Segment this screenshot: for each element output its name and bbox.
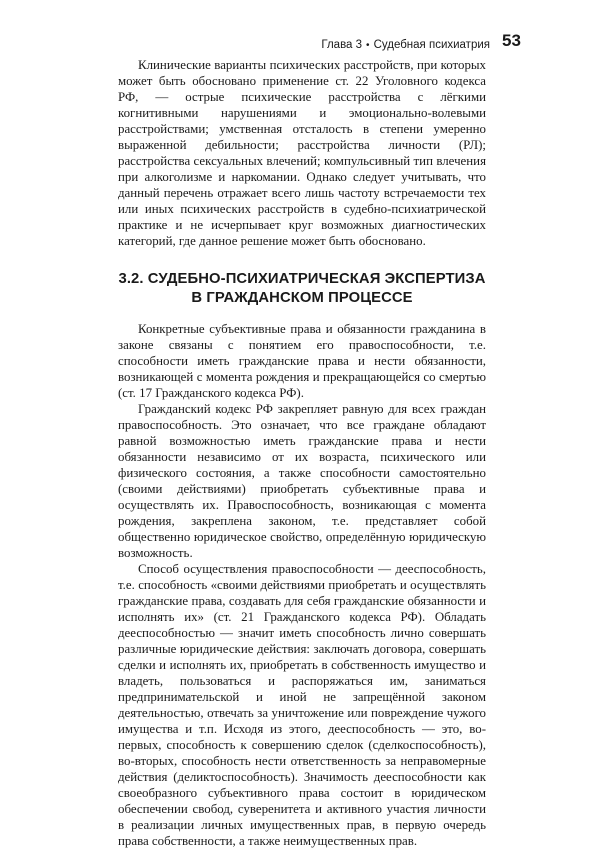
running-header xyxy=(0,36,490,54)
paragraph: Конкретные субъективные права и обязанности гражданина в законе связаны с понятием его правоспособности, т.е. способности иметь гражданские права и нести обязанности, возникающей с момента рождения и прекращающейся со смертью (ст. 17 Гражданского кодекса РФ). xyxy=(118,322,486,400)
section-heading-line-2: В ГРАЖДАНСКОМ ПРОЦЕССЕ xyxy=(191,290,413,306)
section-heading xyxy=(118,270,486,308)
page-number: 53 xyxy=(502,31,521,50)
section-heading-line-1: 3.2. СУДЕБНО-ПСИХИАТРИЧЕСКАЯ ЭКСПЕРТИЗА xyxy=(118,271,486,287)
body-text xyxy=(118,57,486,849)
bullet-separator: • xyxy=(366,39,370,51)
chapter-label: Глава 3 xyxy=(321,39,363,51)
chapter-title: Судебная психиатрия xyxy=(373,39,490,51)
paragraph: Гражданский кодекс РФ закрепляет равную для всех граждан правоспособность. Это означает, что все граждане обладают равной возможностью иметь гражданские права и нести обязанности независимо от их возраста, психического или физического состояния, а также способности самостоятельно (своими действиями) приобретать субъективные права и осуществлять их. Правоспособность, возникающая с момента рождения, закреплена законом, т.е. представляет собой общественно юридическое свойство, определённую юридическую возможность. xyxy=(118,402,486,560)
paragraph: Клинические варианты психических расстройств, при которых может быть обосновано применение ст. 22 Уголовного кодекса РФ, — острые психические расстройства с лёгкими когнитивными нарушениями и эмоционально-волевыми расстройствами; умственная отсталость в степени умеренно выраженной дебильности; расстройства личности (РЛ); расстройства сексуальных влечений; компульсивный тип влечения при алкоголизме и наркомании. Однако следует учитывать, что данный перечень отражает всего лишь частоту встречаемости тех или иных психических расстройств в судебно-психиатрической практике и не исчерпывает круг возможных диагностических категорий, где данное решение может быть обосновано. xyxy=(118,58,486,248)
paragraph: Способ осуществления правоспособности — дееспособность, т.е. способность «своими действиями приобретать и осуществлять гражданские права, создавать для себя гражданские обязанности и исполнять их» (ст. 21 Гражданского кодекса РФ). Обладать дееспособностью — значит иметь способность лично совершать различные юридические действия: заключать договора, совершать сделки и исполнять их, приобретать в собственность имущество и владеть, пользоваться и распоряжаться им, заниматься предпринимательской и иной не запрещённой законом деятельностью, отвечать за уничтожение или повреждение чужого имущества и т.п. Исходя из этого, дееспособность — это, во-первых, способность к совершению сделок (сделкоспособность), во-вторых, способность нести ответственность за неправомерные действия (деликтоспособность). Значимость дееспособности как своеобразного субъективного права состоит в юридическом обеспечении свобод, суверенитета и активного участия личности в реализации личных имущественных прав, в первую очередь права собственности, а также неимущественных прав. xyxy=(118,562,486,848)
